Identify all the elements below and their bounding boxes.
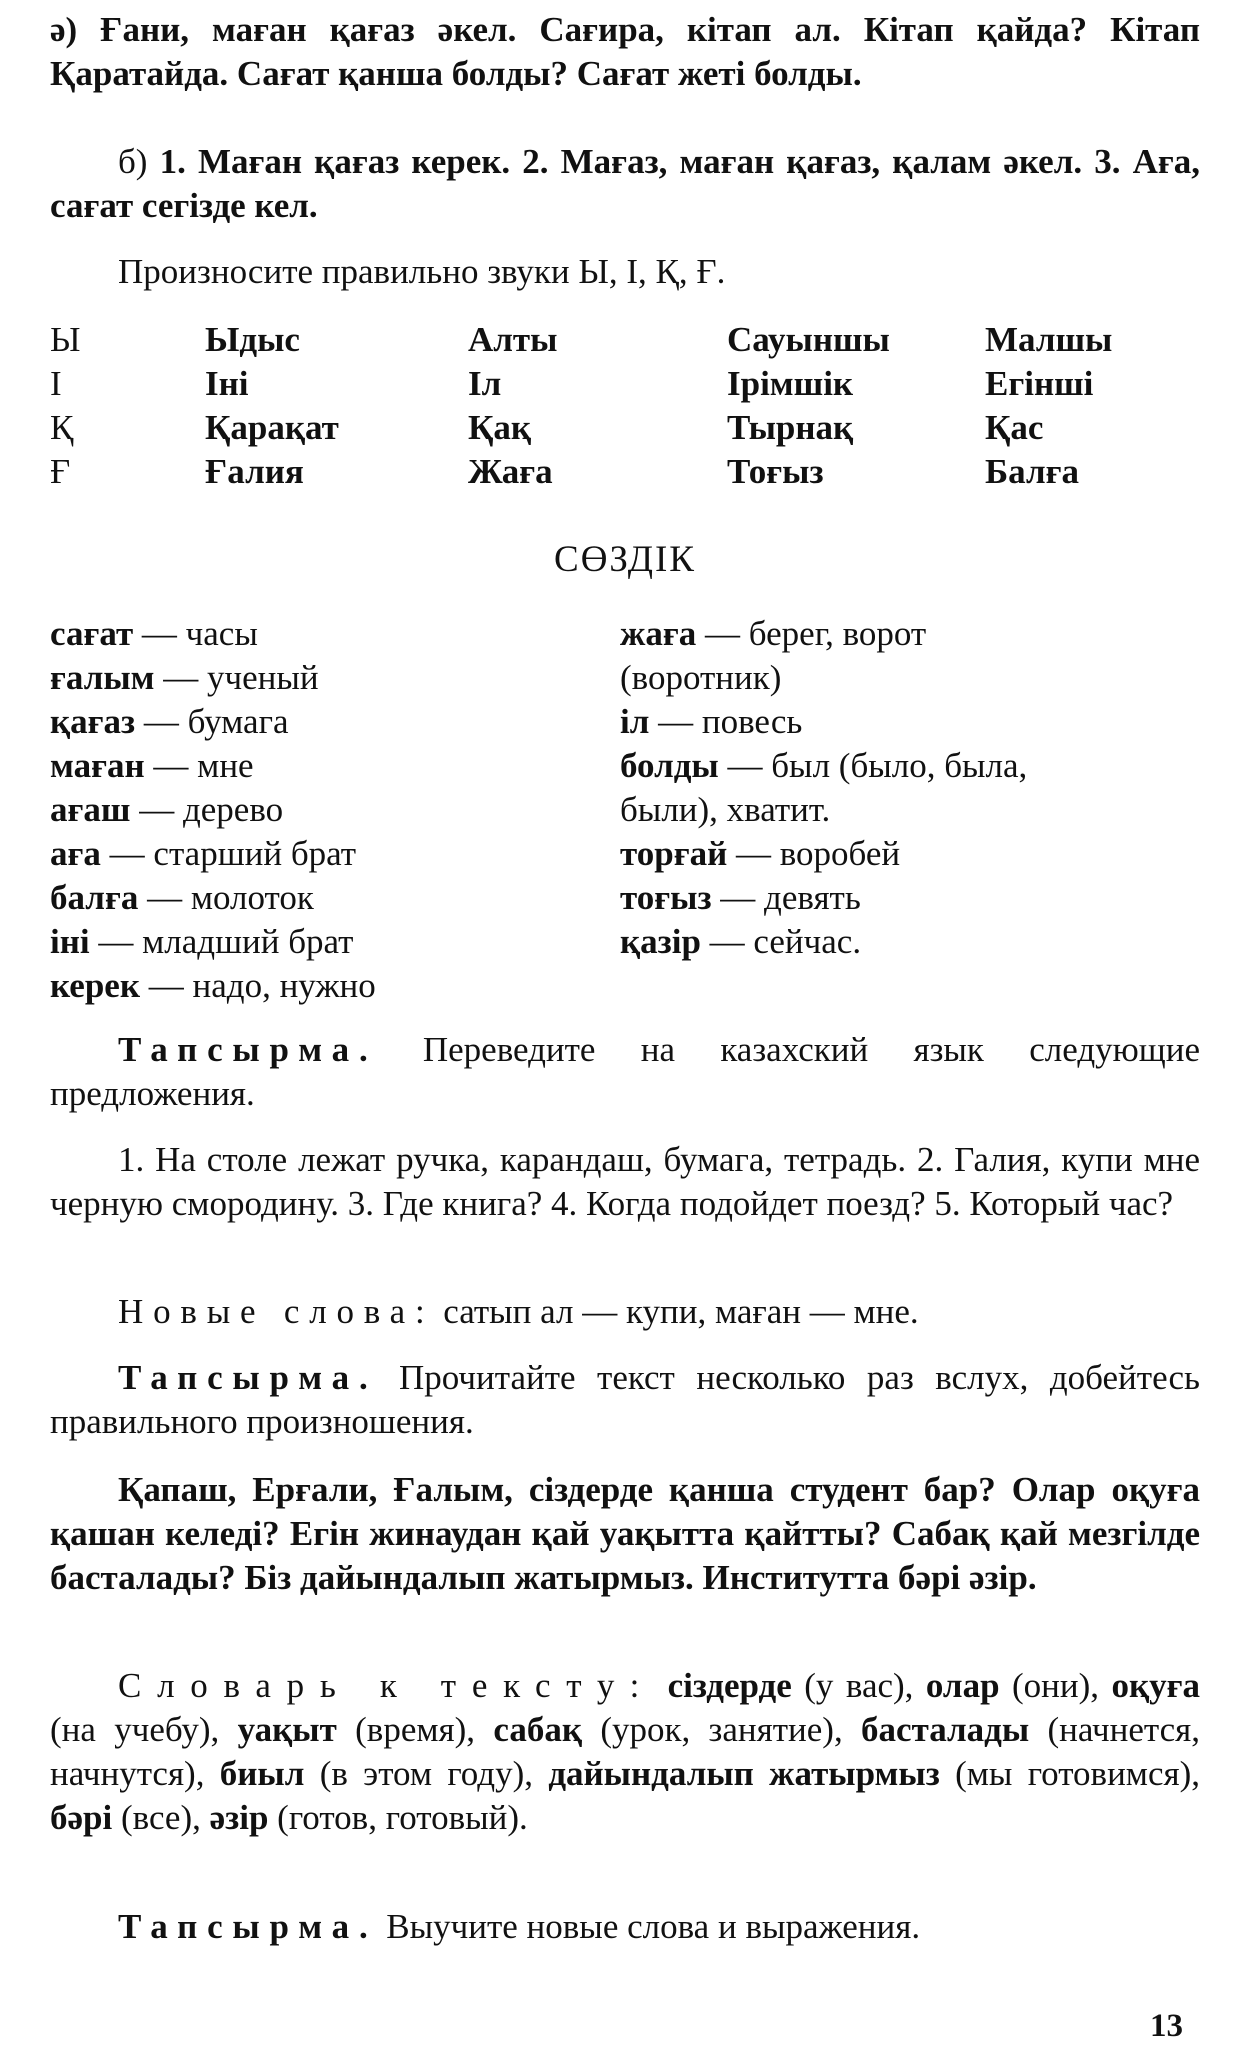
dict-term: дайындалып жатырмыз — [548, 1754, 940, 1793]
sounds-row — [50, 362, 1200, 406]
vocab-left-column — [50, 612, 590, 1008]
sounds-row — [50, 406, 1200, 450]
exercise-a-marker: ә) — [50, 10, 78, 49]
vocab-item — [620, 612, 1210, 656]
vocab-item — [50, 876, 590, 920]
task-1 — [50, 1028, 1200, 1116]
dict-def: (все), — [120, 1798, 201, 1837]
dict-def: (готов, готовый). — [277, 1798, 528, 1837]
vocab-item — [620, 744, 1210, 788]
sound-word: Алты — [468, 320, 558, 359]
vocab-def: — девять — [720, 878, 861, 917]
dict-term: әзір — [209, 1798, 269, 1837]
vocab-def: — надо, нужно — [148, 966, 376, 1005]
vocab-term: жаға — [620, 614, 697, 653]
sound-word: Қарақат — [205, 408, 339, 447]
vocab-def: — ученый — [163, 658, 319, 697]
vocab-def: — повесь — [658, 702, 803, 741]
new-words-label: Новые слова: — [118, 1292, 435, 1331]
vocab-item — [620, 920, 1210, 964]
page-number: 13 — [1150, 2008, 1183, 2044]
vocab-item — [620, 876, 1210, 920]
sound-word: Іні — [205, 364, 249, 403]
vocab-term: іл — [620, 702, 650, 741]
sound-word: Ірімшік — [727, 364, 854, 403]
vocab-item — [50, 656, 590, 700]
sound-word: Қақ — [468, 408, 532, 447]
vocab-def: — бумага — [143, 702, 289, 741]
vocab-term: балға — [50, 878, 139, 917]
vocab-item — [50, 744, 590, 788]
vocab-def: — младший брат — [98, 922, 354, 961]
exercise-b-marker: б) — [118, 142, 148, 181]
dict-term: сабақ — [493, 1710, 582, 1749]
task-label: Тапсырма. — [118, 1030, 378, 1069]
task-3 — [50, 1905, 1200, 1949]
vocab-item — [50, 964, 590, 1008]
vocab-item — [620, 700, 1210, 744]
dict-term: уақыт — [237, 1710, 337, 1749]
vocab-term: аға — [50, 834, 101, 873]
text-dictionary-label: Словарь к тексту: — [118, 1666, 656, 1705]
sound-word: Тырнақ — [727, 408, 854, 447]
vocab-term: керек — [50, 966, 140, 1005]
task-text: Переведите на казахский язык следующие предложения. — [50, 1030, 1200, 1113]
vocab-right-column — [620, 612, 1210, 964]
vocab-term: қағаз — [50, 702, 136, 741]
dictionary-title: СӨЗДІК — [554, 539, 696, 580]
sound-word: Ғалия — [205, 452, 304, 491]
dict-term: биыл — [219, 1754, 305, 1793]
dict-def: (на учебу), — [50, 1710, 220, 1749]
sound-letter: Қ — [50, 408, 74, 447]
vocab-item — [50, 612, 590, 656]
sound-word: Тоғыз — [727, 452, 824, 491]
vocab-item — [620, 788, 1210, 832]
dict-def: (начнется, начнутся), — [50, 1710, 1201, 1793]
vocab-term: қазір — [620, 922, 701, 961]
vocab-term: маған — [50, 746, 145, 785]
vocab-term: болды — [620, 746, 719, 785]
vocab-term: ағаш — [50, 790, 131, 829]
vocab-term: іні — [50, 922, 90, 961]
vocab-item — [620, 656, 1210, 700]
vocab-item — [50, 832, 590, 876]
dict-def: (время), — [355, 1710, 476, 1749]
vocab-def: — был (было, была, — [727, 746, 1028, 785]
vocab-def: — часы — [141, 614, 258, 653]
sound-word: Малшы — [985, 320, 1113, 359]
task-label: Тапсырма. — [118, 1358, 378, 1397]
dict-def: (урок, занятие), — [600, 1710, 843, 1749]
sounds-table — [50, 318, 1200, 494]
exercise-a-text: Ғани, маған қағаз әкел. Сағира, кітап ал. Кітап қайда? Кітап Қаратайда. Сағат қанша болды? Сағат жеті болды. — [50, 10, 1200, 93]
vocab-def: — берег, ворот — [705, 614, 927, 653]
sounds-row — [50, 450, 1200, 494]
sounds-row — [50, 318, 1200, 362]
sound-word: Жаға — [468, 452, 553, 491]
dict-def: (у вас), — [804, 1666, 914, 1705]
exercise-b-text: 1. Маған қағаз керек. 2. Мағаз, маған қағаз, қалам әкел. 3. Аға, сағат сегізде кел. — [50, 142, 1200, 225]
dict-term: олар — [925, 1666, 1000, 1705]
sound-word: Сауыншы — [727, 320, 890, 359]
vocab-def: — молоток — [147, 878, 314, 917]
vocab-def: — дерево — [139, 790, 284, 829]
sound-word: Балға — [985, 452, 1079, 491]
vocab-term: ғалым — [50, 658, 155, 697]
vocab-def: — старший брат — [109, 834, 357, 873]
vocab-item — [50, 788, 590, 832]
text-dictionary — [50, 1664, 1200, 1840]
exercise-b — [50, 140, 1200, 228]
vocab-item — [620, 832, 1210, 876]
vocab-item — [50, 920, 590, 964]
vocab-term: сағат — [50, 614, 134, 653]
vocab-term: тоғыз — [620, 878, 712, 917]
sound-word: Қас — [985, 408, 1044, 447]
sound-letter: Ы — [50, 320, 81, 359]
vocab-def: — воробей — [736, 834, 901, 873]
vocab-def: — мне — [153, 746, 254, 785]
vocab-def: были), хватит. — [620, 790, 831, 829]
sound-word: Іл — [468, 364, 502, 403]
vocab-def: — сейчас. — [709, 922, 862, 961]
pronounce-instruction: Произносите правильно звуки Ы, І, Қ, Ғ. — [118, 252, 726, 291]
sound-word: Ыдыс — [205, 320, 300, 359]
dict-term: бәрі — [50, 1798, 113, 1837]
dict-def: (они), — [1012, 1666, 1100, 1705]
vocab-term: торғай — [620, 834, 728, 873]
sound-word: Егінші — [985, 364, 1094, 403]
dict-def: (мы готовимся), — [955, 1754, 1200, 1793]
task-text: Выучите новые слова и выражения. — [386, 1907, 921, 1946]
new-words-text: сатып ал — купи, маған — мне. — [443, 1292, 919, 1331]
vocab-item — [50, 700, 590, 744]
sound-letter: І — [50, 364, 62, 403]
kazakh-text: Қапаш, Ерғали, Ғалым, сіздерде қанша студент бар? Олар оқуға қашан келеді? Егін жинаудан қай уақытта қайтты? Сабақ қай мезгілде басталады? Біз дайындалып жатырмыз. Институтта бәрі әзір. — [50, 1470, 1200, 1597]
new-words — [50, 1290, 1200, 1334]
task-label: Тапсырма. — [118, 1907, 378, 1946]
sound-letter: Ғ — [50, 452, 71, 491]
exercise-a — [50, 8, 1200, 96]
task-2 — [50, 1356, 1200, 1444]
dict-def: (в этом году), — [319, 1754, 534, 1793]
task-1-sentences: 1. На столе лежат ручка, карандаш, бумага, тетрадь. 2. Галия, купи мне черную смородину. 3. Где книга? 4. Когда подойдет поезд? 5. Который час? — [50, 1140, 1200, 1223]
task-text: Прочитайте текст несколько раз вслух, добейтесь правильного произношения. — [50, 1358, 1200, 1441]
dict-term: басталады — [861, 1710, 1030, 1749]
vocab-def: (воротник) — [620, 658, 782, 697]
dict-term: сіздерде — [667, 1666, 792, 1705]
dict-term: оқуға — [1111, 1666, 1201, 1705]
